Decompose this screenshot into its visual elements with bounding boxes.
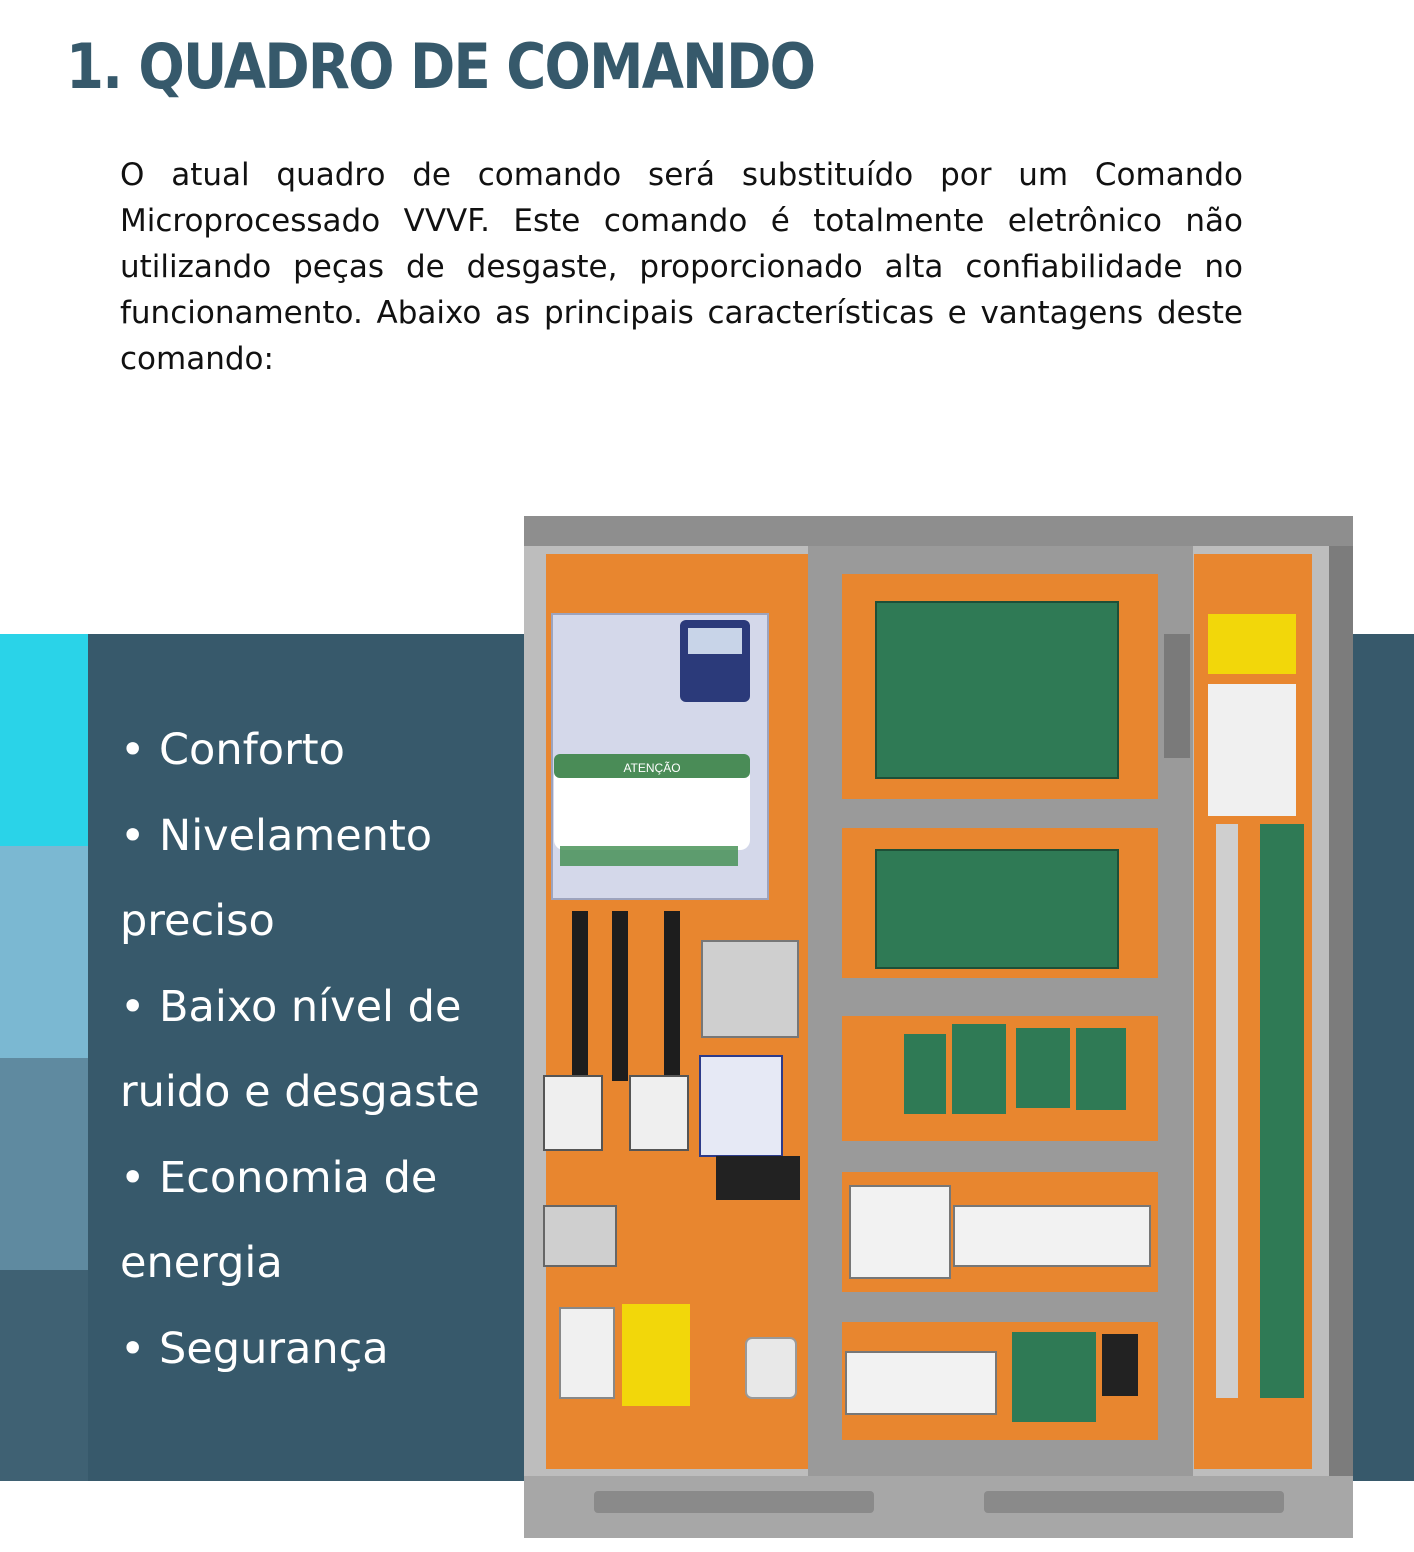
accent-strip-4 [0,1270,88,1481]
feature-item: • Economia de energia [120,1152,438,1288]
feature-item: • Segurança [120,1323,389,1374]
intro-paragraph: O atual quadro de comando será substituído por um Comando Microprocessado VVVF. Este comando é totalmente eletrônico não utilizando peças de desgaste, proporcionado alta confiabilidade no funcionamento. Abaixo as principais características e vantagens deste comando: [120,157,1243,377]
accent-strip-1 [0,634,88,846]
accent-strip-2 [0,846,88,1058]
feature-item: • Conforto [120,725,345,775]
warning-label: ATENÇÃO [623,761,681,775]
control-panel-photo [524,516,1353,1538]
feature-list [120,708,515,1392]
page-title: 1. QUADRO DE COMANDO [66,30,815,103]
accent-strip-3 [0,1058,88,1270]
feature-item: • Baixo nível de ruido e desgaste [120,981,480,1117]
feature-item: • Nivelamento preciso [120,810,433,946]
